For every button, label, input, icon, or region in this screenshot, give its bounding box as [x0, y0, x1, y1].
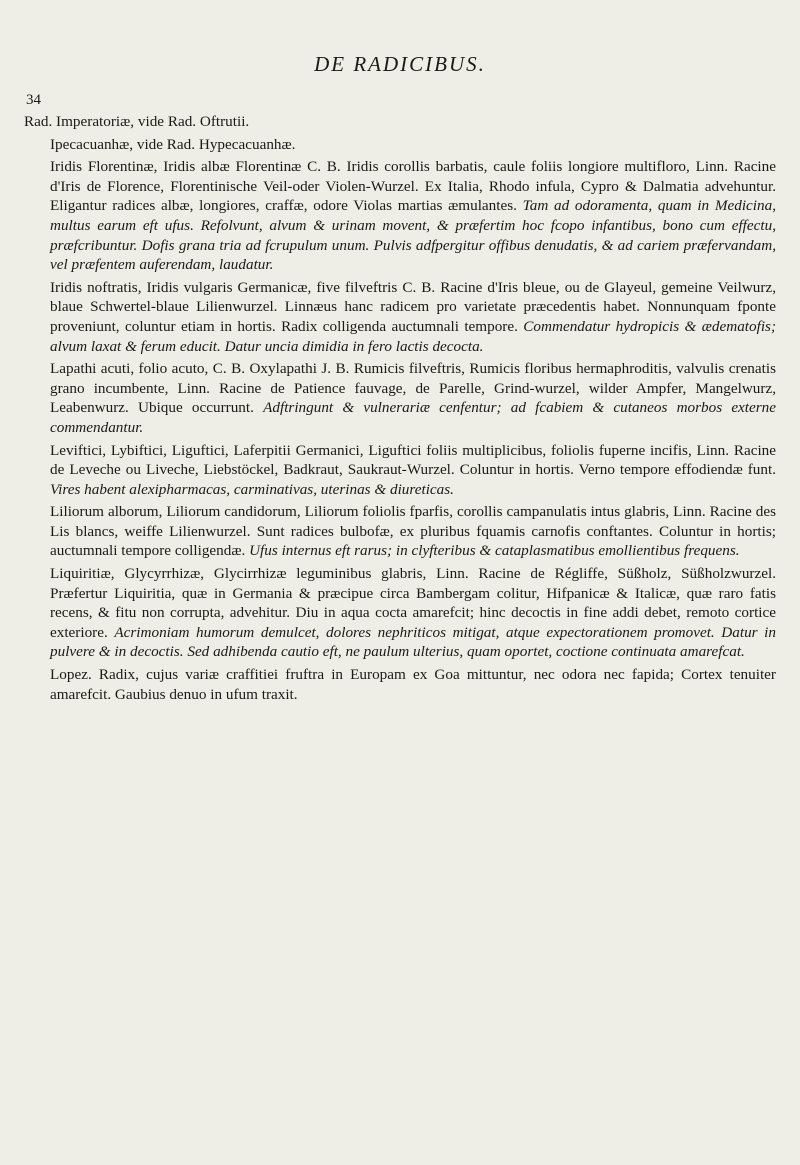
page-number: 34: [26, 92, 41, 108]
entry-levistici: [24, 441, 776, 500]
entry-text: Iridis Florentinæ, Iridis albæ Florentinæ C. B. Iridis corollis barbatis, caule foliis longiore multifloro, Linn. Racine d'Iris de Florence, Florentinische Veil-oder Violen-Wurzel. Ex Italia, Rhodo infula, Cypro & Dalmatia advehuntur. Eligantur radices albæ, longiores, craffæ, odore Violas martias æmulantes.: [50, 158, 776, 215]
entry-note: Commendatur hydropicis & ædematofis; alvum laxat & ferum educit. Datur uncia dimidia in fero lactis decocta.: [50, 317, 777, 355]
entry-liquiritiae: [24, 564, 776, 662]
entry-text: Lapathi acuti, folio acuto, C. B. Oxylapathi J. B. Rumicis filveftris, Rumicis floribus hermaphroditis, valvulis crenatis grano incumbente, Linn. Racine de Patience fauvage, de Parelle, Grind-wurzel, wilder Ampfer, Mangelwurz, Leabenwurz. Ubique occurrunt.: [50, 360, 776, 417]
entry-lopez: [24, 665, 776, 704]
entry-text: Lopez. Radix, cujus variæ craffitiei fruftra in Europam ex Goa mittuntur, nec odora nec fapida; Cortex tenuiter amarefcit. Gaubius denuo in ufum traxit.: [50, 666, 776, 703]
entry-text: Ipecacuanhæ, vide Rad. Hypecacuanhæ.: [50, 135, 296, 153]
entry-note: Ufus internus eft rarus; in clyfteribus & cataplasmatibus emollientibus frequens.: [249, 542, 740, 560]
entries-list: [24, 112, 776, 707]
entry-iridis-florentinae: [24, 157, 776, 275]
entry-ipecacuanhae: [24, 135, 776, 155]
entry-note: Vires habent alexipharmacas, carminativas, uterinas & diureticas.: [50, 480, 454, 498]
entry-note: Tam ad odoramenta, quam in Medicina, multus earum eft ufus. Refolvunt, alvum & urinam movent, & præfertim hoc fcopo infantibus, bono cum effectu, præfcribuntur. Dofis grana tria ad fcrupulum unum. Pulvis adfpergitur offibus denudatis, & ad cariem præfervandam, vel præfentem auferendam, laudatur.: [50, 197, 777, 274]
entry-text: Iridis noftratis, Iridis vulgaris Germanicæ, five filveftris C. B. Racine d'Iris bleue, ou de Glayeul, gemeine Veilwurz, blaue Schwertel-blaue Lilienwurzel. Linnæus hanc radicem pro varietate præcedentis habet. Nonnunquam fponte proveniunt, coluntur etiam in hortis. Radix colligenda auctumnali tempore.: [50, 278, 776, 335]
entry-note: Adftringunt & vulnerariæ cenfentur; ad fcabiem & cutaneos morbos externe commendantur.: [50, 399, 777, 436]
entry-note: Acrimoniam humorum demulcet, dolores nephriticos mitigat, atque expectorationem promovet. Datur in pulvere & in decoctis. Sed adhibenda cautio eft, ne paulum ulterius, quam oportet, coctione continuata amarefcat.: [50, 623, 776, 661]
entry-imperatoriae: [24, 112, 776, 132]
entry-text: Liliorum alborum, Liliorum candidorum, Liliorum foliolis fparfis, corollis campanulatis intus glabris, Linn. Racine des Lis blancs, weiffe Lilienwurzel. Sunt radices bulbofæ, ex pluribus fquamis carnofis conftantes. Coluntur in hortis; auctumnali tempore colligendæ.: [50, 503, 776, 560]
entry-text: Leviftici, Lybiftici, Liguftici, Laferpitii Germanici, Liguftici foliis multiplicibus, foliolis fuperne incifis, Linn. Racine de Leveche ou Liveche, Liebstöckel, Badkraut, Saukraut-Wurzel. Coluntur in hortis. Verno tempore effodiendæ funt.: [50, 441, 776, 479]
entry-lapathi-acuti: [24, 359, 776, 437]
entry-iridis-nostratis: [24, 278, 776, 356]
entry-text: Rad. Imperatoriæ, vide Rad. Oftrutii.: [24, 113, 250, 130]
entry-liliorum-alborum: [24, 502, 776, 561]
running-title: DE RADICIBUS.: [314, 52, 486, 76]
entry-text: Liquiritiæ, Glycyrrhizæ, Glycirrhizæ leguminibus glabris, Linn. Racine de Régliffe, Süßholz, Süßholzwurzel. Præfertur Liquiritia, quæ in Germania & præcipue circa Bambergam colitur, Hifpanicæ & Italicæ, quæ raro fatis recens, & fitu non corrupta, advehitur. Diu in aqua cocta amarefcit; hinc decoctis in fine addi debet, remoto cortice exteriore.: [50, 565, 776, 641]
